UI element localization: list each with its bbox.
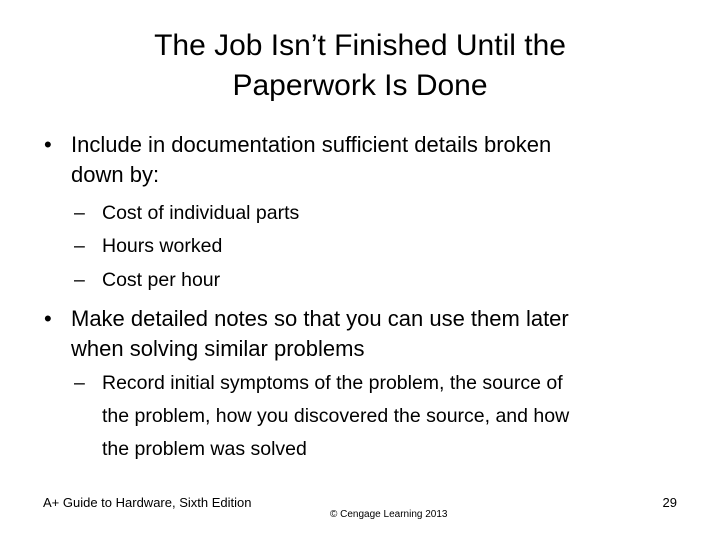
slide-title	[60, 26, 660, 106]
bullet-marker: •	[44, 306, 52, 331]
sub-bullet-text	[102, 197, 299, 230]
bullet-line: Include in documentation sufficient details broken	[71, 132, 552, 157]
sub-bullet-line: Hours worked	[102, 235, 223, 257]
bullet-line: when solving similar problems	[71, 336, 365, 361]
page-number: 29	[662, 495, 677, 510]
sub-bullet-marker: –	[74, 235, 85, 257]
sub-bullet-text	[102, 230, 222, 263]
sub-bullet-line: the problem was solved	[102, 438, 307, 460]
footer-book-title: A+ Guide to Hardware, Sixth Edition	[43, 495, 252, 510]
sub-bullet-line: the problem, how you discovered the source, and how	[102, 405, 570, 427]
bullet-text	[71, 130, 671, 190]
footer-copyright: © Cengage Learning 2013	[330, 509, 448, 520]
sub-bullet-marker: –	[74, 269, 85, 291]
slide-title-line: The Job Isn’t Finished Until the	[154, 29, 566, 62]
bullet-line: Make detailed notes so that you can use them later	[71, 306, 569, 331]
sub-bullet-marker: –	[74, 202, 85, 224]
sub-bullet-text	[102, 264, 220, 297]
bullet-text	[71, 304, 671, 364]
sub-bullet-line: Cost per hour	[102, 269, 221, 291]
slide-title-line: Paperwork Is Done	[232, 69, 488, 102]
bullet-line: down by:	[71, 162, 160, 187]
sub-bullet-line: Cost of individual parts	[102, 202, 300, 224]
bullet-marker: •	[44, 132, 52, 157]
sub-bullet-marker: –	[74, 372, 85, 394]
sub-bullet-text	[102, 367, 569, 466]
sub-bullet-line: Record initial symptoms of the problem, the source of	[102, 372, 563, 394]
